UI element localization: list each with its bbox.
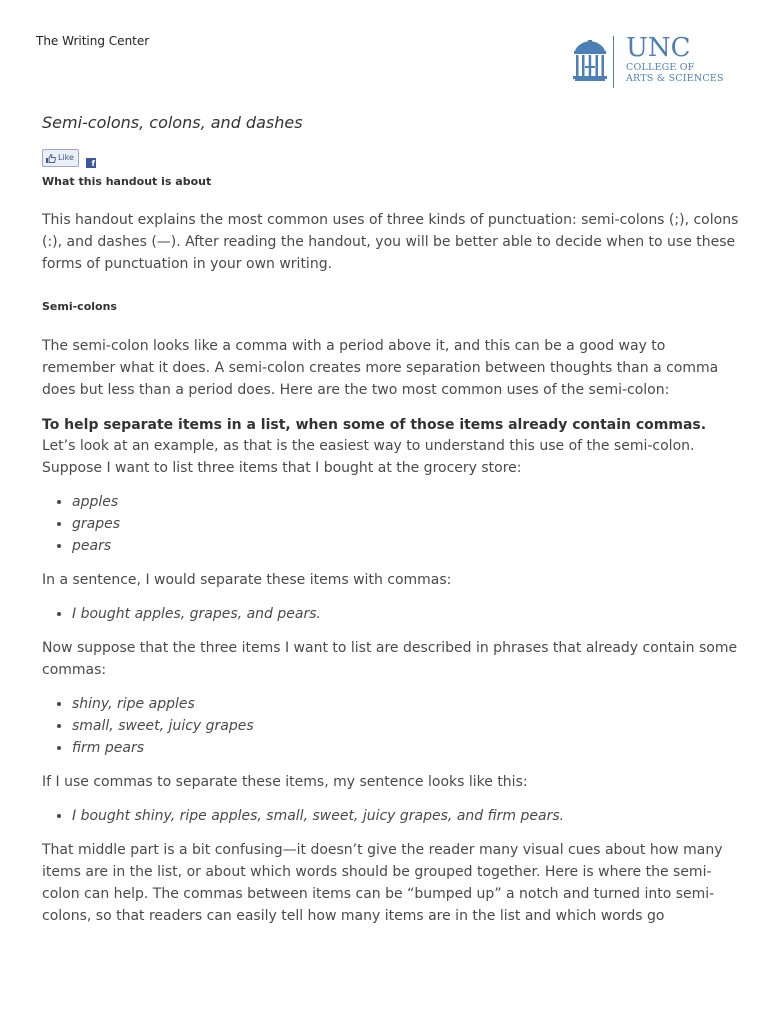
social-row [42, 149, 742, 171]
semicolons-intro-paragraph: The semi-colon looks like a comma with a period above it, and this can be a good way to remember what it does. A semi-colon creates more separation between thoughts than a comma does but less than a period does. Here are the two most common uses of the semi-colon: [42, 338, 719, 398]
sentence-example-list [42, 603, 742, 625]
semicolons-heading: Semi-colons [42, 300, 117, 313]
list-item: • apples [72, 491, 742, 513]
page-title: Semi-colons, colons, and dashes [42, 113, 303, 132]
list-item: • grapes [72, 513, 742, 535]
suppose-paragraph: Now suppose that the three items I want to list are described in phrases that already contain some commas: [42, 640, 738, 678]
logo-subtitle-line2: ARTS & SCIENCES [626, 73, 724, 84]
article-content [42, 112, 742, 927]
list-item: • small, sweet, juicy grapes [72, 715, 742, 737]
list-item: • shiny, ripe apples [72, 693, 742, 715]
logo-divider [613, 36, 614, 88]
facebook-like-button[interactable] [42, 149, 79, 167]
like-button-label: Like [58, 153, 74, 162]
semicolon-use1-paragraph: Let’s look at an example, as that is the easiest way to understand this use of the semi-colon. Suppose I want to list three items that I bought at the grocery store: [42, 438, 695, 476]
phrase-list [42, 693, 742, 759]
commas-paragraph: If I use commas to separate these items, my sentence looks like this: [42, 774, 528, 790]
logo-subtitle-line1: COLLEGE OF [626, 62, 695, 73]
facebook-icon[interactable]: f [86, 158, 96, 168]
unc-logo[interactable] [570, 34, 740, 90]
logo-text [626, 34, 724, 84]
list-item: • pears [72, 535, 742, 557]
middle-part-paragraph: That middle part is a bit confusing—it doesn’t give the reader many visual cues about how many items are in the list, or about which words should be grouped together. Here is where the semi-colon can help. The commas between items can be “bumped up” a notch and turned into semi-colons, so that readers can easily tell how many items are in the list and which words go [42, 842, 723, 924]
fruit-list [42, 491, 742, 557]
sentence-intro-paragraph: In a sentence, I would separate these items with commas: [42, 572, 452, 588]
semicolon-use1-heading: To help separate items in a list, when some of those items already contain commas. [42, 417, 707, 433]
list-item: • firm pears [72, 737, 742, 759]
thumbs-up-icon [46, 154, 56, 163]
about-heading: What this handout is about [42, 175, 212, 188]
about-paragraph: This handout explains the most common uses of three kinds of punctuation: semi-colons (;), colons (:), and dashes (—). After reading the handout, you will be better able to decide when to use these forms of punctuation in your own writing. [42, 212, 739, 272]
old-well-icon [573, 40, 607, 82]
logo-unc-text: UNC [626, 33, 691, 63]
list-item: • I bought apples, grapes, and pears. [72, 603, 742, 625]
confusing-sentence-list [42, 805, 742, 827]
site-name[interactable]: The Writing Center [36, 34, 150, 48]
list-item: • I bought shiny, ripe apples, small, sweet, juicy grapes, and firm pears. [72, 805, 742, 827]
